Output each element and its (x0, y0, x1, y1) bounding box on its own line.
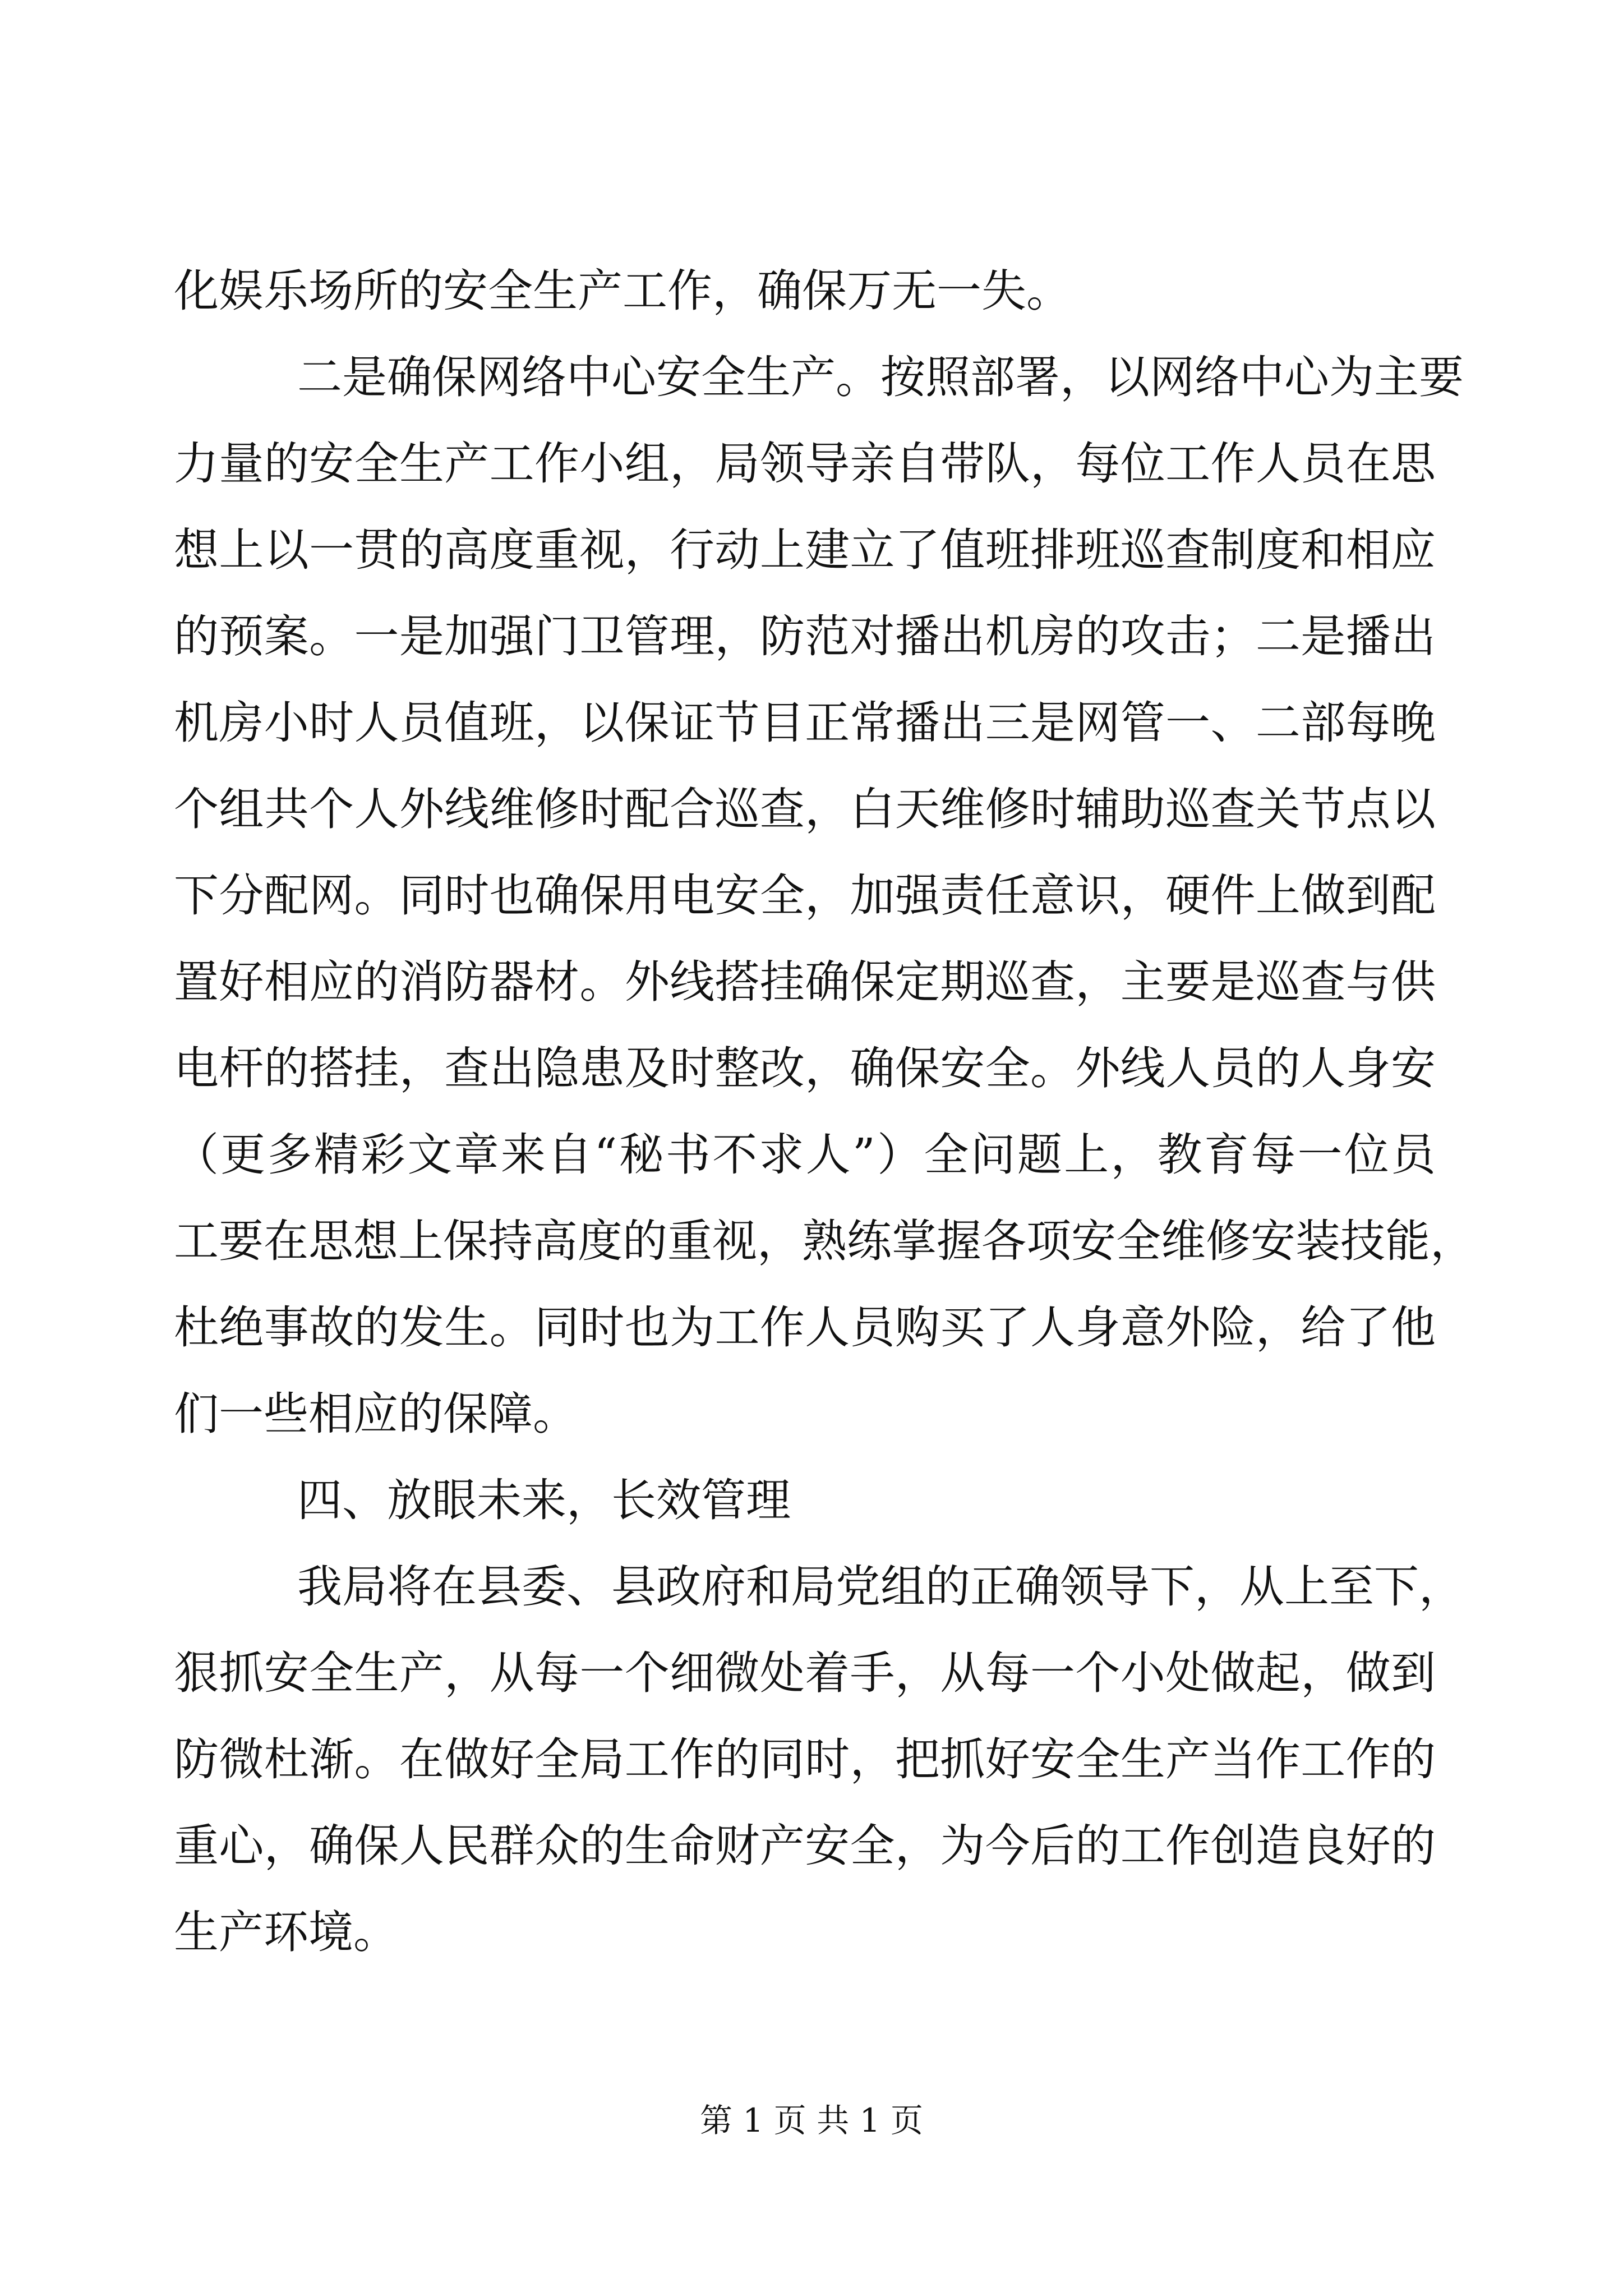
text-line-2: 二是确保网络中心安全生产。按照部署，以网络中心为主要 (297, 351, 1464, 403)
text-line-18: 防微杜渐。在做好全局工作的同时，把抓好安全生产当作工作的 (174, 1733, 1436, 1786)
text-line-4: 想上以一贯的高度重视，行动上建立了值班排班巡查制度和相应 (174, 524, 1436, 576)
text-line-6: 机房小时人员值班，以保证节目正常播出三是网管一、二部每晚 (174, 697, 1436, 749)
text-line-5: 的预案。一是加强门卫管理，防范对播出机房的攻击；二是播出 (174, 610, 1436, 662)
text-line-12: 工要在思想上保持高度的重视，熟练掌握各项安全维修安装技能， (174, 1215, 1475, 1267)
text-line-13: 杜绝事故的发生。同时也为工作人员购买了人身意外险，给了他 (174, 1301, 1436, 1354)
text-line-8: 下分配网。同时也确保用电安全，加强责任意识，硬件上做到配 (174, 869, 1436, 922)
section-heading: 四、放眼未来，长效管理 (297, 1474, 791, 1526)
text-line-9: 置好相应的消防器材。外线搭挂确保定期巡查，主要是巡查与供 (174, 956, 1436, 1008)
text-line-10: 电杆的搭挂，查出隐患及时整改，确保安全。外线人员的人身安 (174, 1042, 1436, 1094)
text-line-11: （更多精彩文章来自“秘书不求人”）全问题上，教育每一位员 (174, 1129, 1436, 1181)
text-line-7: 个组共个人外线维修时配合巡查，白天维修时辅助巡查关节点以 (174, 783, 1436, 835)
page-number-footer: 第 1 页 共 1 页 (700, 2101, 923, 2139)
text-line-16: 我局将在县委、县政府和局党组的正确领导下，从上至下， (297, 1561, 1464, 1613)
text-line-14: 们一些相应的保障。 (174, 1388, 578, 1440)
text-line-19: 重心，确保人民群众的生命财产安全，为今后的工作创造良好的 (174, 1820, 1436, 1872)
text-line-1: 化娱乐场所的安全生产工作，确保万无一失。 (174, 265, 1071, 317)
text-line-3: 力量的安全生产工作小组，局领导亲自带队，每位工作人员在思 (174, 438, 1436, 490)
text-line-20: 生产环境。 (174, 1906, 398, 1958)
text-line-17: 狠抓安全生产，从每一个细微处着手，从每一个小处做起，做到 (174, 1647, 1436, 1699)
